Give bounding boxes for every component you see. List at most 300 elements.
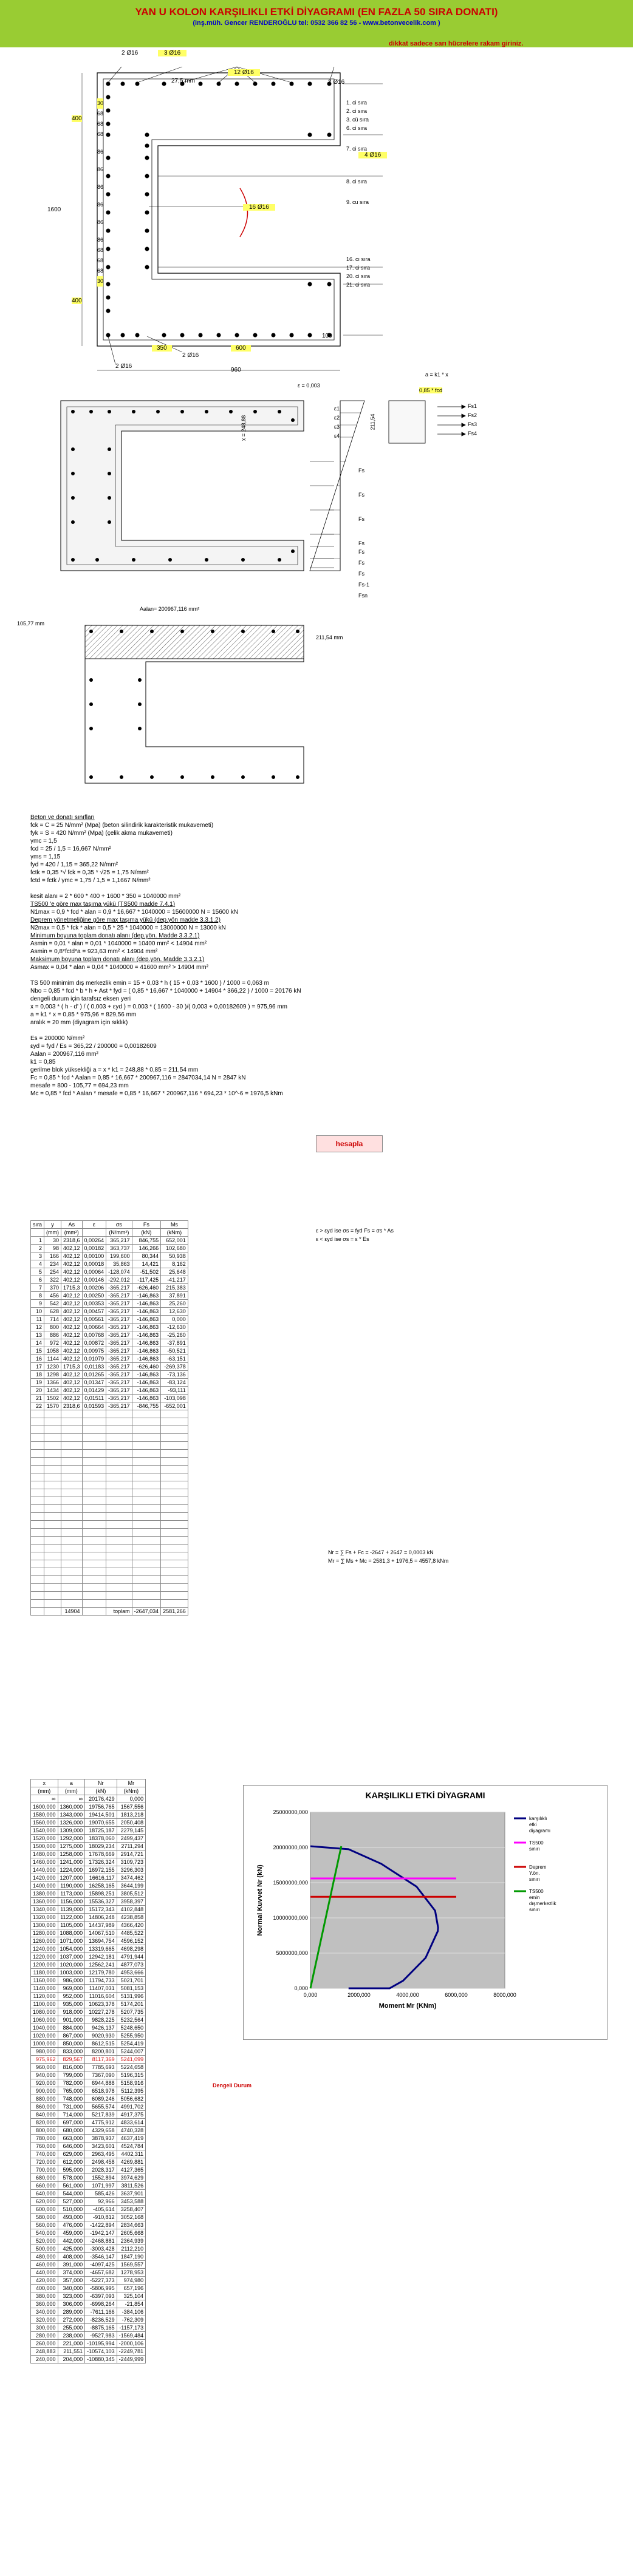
table-cell: 1552,894 [85,2174,117,2182]
chart-title: KARŞILIKLI ETKİ DİYAGRAMI [365,1790,485,1800]
table-cell: 1100,000 [31,2000,58,2008]
table-cell: 628 [44,1308,61,1316]
table-cell: 800,000 [31,2127,58,2135]
table-cell: 0,00457 [82,1308,106,1316]
table-cell: -2249,781 [117,2348,146,2356]
calc-line: Beton ve donatı sınıfları [30,814,95,821]
table-cell: 1060,000 [31,2016,58,2024]
table-cell: -365,217 [106,1363,132,1371]
table-cell: 1580,000 [31,1811,58,1819]
table-cell: -146,863 [132,1316,161,1324]
table-row [31,2024,146,2032]
row-label[interactable]: 30 [97,98,103,109]
table-cell: 3 [31,1252,44,1260]
table-cell: 0,000 [117,1795,146,1803]
y-tick-label: 15000000,000 [273,1880,308,1886]
table-cell: 272,000 [58,2316,85,2324]
dengeli-label: Dengeli Durum [213,2082,252,2088]
row-label: 68 [97,131,104,137]
table-cell: 300,000 [31,2324,58,2332]
table-row [31,2016,146,2024]
dim-bot-w3: 100 [322,333,332,339]
table-cell: 1105,000 [58,1922,85,1929]
table-cell: -1942,147 [85,2229,117,2237]
table-row [31,2174,146,2182]
table-cell: 1343,000 [58,1811,85,1819]
rebar-label-web[interactable]: 16 Ø16 [243,204,275,211]
table-cell: 1360,000 [58,1803,85,1811]
table-cell: 918,000 [58,2008,85,2016]
calc-line: γms = 1,15 [30,854,61,860]
table-row [31,1945,146,1953]
table-cell: 8612,515 [85,2040,117,2048]
table-cell: 2279,145 [117,1827,146,1835]
table-cell: -10195,994 [85,2340,117,2348]
calc-line: Deprem yönetmeliğine göre max taşıma yükü (dep.yön madde 3.3.1.2) [30,917,221,923]
table-row-empty [31,1552,188,1560]
table-cell: 365,217 [106,1237,132,1245]
table-cell: 221,000 [58,2340,85,2348]
table-cell: 740,000 [31,2150,58,2158]
table-row [31,2071,146,2079]
table-cell: 5655,574 [85,2103,117,2111]
table-cell [82,1608,106,1616]
table-cell: 940,000 [31,2071,58,2079]
x-tick-label: 2000,000 [347,1992,371,1998]
table-row [31,2229,146,2237]
table-cell: 820,000 [31,2119,58,2127]
table-row [31,1866,146,1874]
table-cell: 3974,629 [117,2174,146,2182]
table-cell: 0,00768 [82,1331,106,1339]
force-labels-bottom [358,546,369,601]
table-cell: 0,00561 [82,1316,106,1324]
table-cell: 700,000 [31,2166,58,2174]
table-cell: 16972,155 [85,1866,117,1874]
table-cell: 1160,000 [31,1977,58,1985]
table-cell: -146,863 [132,1395,161,1402]
table-cell: 1020,000 [58,1961,85,1969]
table-cell: 800 [44,1324,61,1331]
table-cell: 18029,234 [85,1843,117,1850]
table-cell: 2581,266 [161,1608,188,1616]
table-cell: 561,000 [58,2182,85,2190]
calc-line: Mc = 0,85 * fcd * Aalan * mesafe = 0,85 * 16,667 * 200967,116 * 694,23 * 10^-6 = 1976,5 kNm [30,1090,283,1097]
table-cell: 920,000 [31,2079,58,2087]
table-cell: 1260,000 [31,1937,58,1945]
cover-dim: 27,5 mm [171,78,195,84]
dim-bot-h[interactable]: 400 [72,297,82,304]
table-cell: 98 [44,1245,61,1252]
table-cell: 4 [31,1260,44,1268]
table-header: sıra [31,1221,44,1229]
table-cell: 900,000 [31,2087,58,2095]
table-header: Nr [85,1779,117,1787]
table-row [31,1977,146,1985]
table-cell: 7 [31,1284,44,1292]
table-cell: 8 [31,1292,44,1300]
table-cell: 5232,564 [117,2016,146,2024]
calc-line: a = k1 * x = 0,85 * 975,96 = 829,56 mm [30,1011,137,1018]
y-tick-label: 20000000,000 [273,1844,308,1850]
table-cell: -63,151 [161,1355,188,1363]
table-cell: 20 [31,1387,44,1395]
table-cell: -8875,165 [85,2324,117,2332]
table-row [31,1379,188,1387]
calculate-button[interactable]: hesapla [316,1135,383,1152]
table-cell: -1422,894 [85,2221,117,2229]
page-subtitle: (inş.müh. Gencer RENDEROĞLU tel: 0532 366 82 56 - www.betonvecelik.com ) [193,19,440,27]
table-cell: -146,863 [132,1308,161,1316]
table-cell: 4127,365 [117,2166,146,2174]
table-cell: 680,000 [31,2174,58,2182]
calc-line: Aalan = 200967,116 mm² [30,1051,98,1058]
table-cell: 1480,000 [31,1850,58,1858]
table-row [31,1803,146,1811]
row-label: 68 [97,121,104,127]
table-cell: 5021,701 [117,1977,146,1985]
rule-note: ε < εyd ise σs = ε * Es [316,1236,369,1242]
table-cell: 402,12 [61,1347,83,1355]
table-cell: 460,000 [31,2261,58,2269]
table-row [31,1914,146,1922]
y-tick-label: 25000000,000 [273,1809,308,1815]
row-labels-right [346,98,371,289]
table-cell: 833,000 [58,2048,85,2056]
table-cell: -269,378 [161,1363,188,1371]
table-cell: 4238,858 [117,1914,146,1922]
table-row [31,1811,146,1819]
calc-line: Nbo = 0,85 * fcd * b * h + Ast * fyd = ( 0,85 * 16,667 * 1040000 + 14904 * 366,22 ) / 1000 = 20176 kN [30,988,301,994]
strain-label: ε3 [334,424,340,430]
table-cell: 5244,007 [117,2048,146,2056]
table-cell: 102,680 [161,1245,188,1252]
legend-label: TS500 [529,1889,544,1894]
table-cell: 799,000 [58,2071,85,2079]
table-cell: 612,000 [58,2158,85,2166]
table-cell: 1298 [44,1371,61,1379]
table-cell: 3109,723 [117,1858,146,1866]
table-row-empty [31,1521,188,1529]
table-cell: 12 [31,1324,44,1331]
calc-line: mesafe = 800 - 105,77 = 694,23 mm [30,1082,129,1089]
table-cell: 1600,000 [31,1803,58,1811]
table-row [31,2190,146,2198]
table-cell: 4102,848 [117,1906,146,1914]
table-cell: 960,000 [31,2064,58,2071]
table-cell: 1224,000 [58,1866,85,1874]
table-row [31,1969,146,1977]
table-row [31,2087,146,2095]
table-cell: 402,12 [61,1292,83,1300]
table-cell: 1173,000 [58,1890,85,1898]
table-cell: 1567,556 [117,1803,146,1811]
table-row [31,2135,146,2143]
table-cell: -652,001 [161,1402,188,1410]
table-cell: 0,00064 [82,1268,106,1276]
table-cell: -128,074 [106,1268,132,1276]
table-cell: 425,000 [58,2245,85,2253]
table-cell: -146,863 [132,1379,161,1387]
table-cell: 0,00018 [82,1260,106,1268]
table-cell: 440,000 [31,2269,58,2277]
calc-line: fctk = 0,35 *√ fck = 0,35 * √25 = 1,75 N/mm² [30,869,149,876]
calc-line: Maksimum boyuna toplam donatı alanı (dep.yön. Madde 3.3.2.1) [30,956,205,963]
table-row [31,1882,146,1890]
table-cell: 780,000 [31,2135,58,2143]
rebar-label-top-main[interactable]: 12 Ø16 [228,69,260,76]
legend-label: diyagramı [529,1828,551,1833]
table-row [31,1795,146,1803]
table-cell: -4097,425 [85,2261,117,2269]
dim-bot-w1[interactable]: 350 [152,345,172,352]
table-cell: 9828,225 [85,2016,117,2024]
table-cell: 12562,241 [85,1961,117,1969]
table-cell: 578,000 [58,2174,85,2182]
table-cell: 234 [44,1260,61,1268]
table-cell: 0,01593 [82,1402,106,1410]
table-row-empty [31,1600,188,1608]
table-row [31,2245,146,2253]
table-cell: 974,980 [117,2277,146,2285]
table-cell: 370 [44,1284,61,1292]
table-header: x [31,1779,58,1787]
table-cell: 1207,000 [58,1874,85,1882]
table-cell: 5241,099 [117,2056,146,2064]
table-row [31,2206,146,2214]
row-label: 68 [97,110,104,117]
row-label[interactable]: 30 [97,276,103,287]
table-header: As [61,1221,83,1229]
table-header: a [58,1779,85,1787]
rebar-label-bot: 2 Ø16 [182,352,199,359]
table-cell: -146,863 [132,1355,161,1363]
table-cell: -146,863 [132,1347,161,1355]
table-cell: 37,891 [161,1292,188,1300]
table-cell: 3474,462 [117,1874,146,1882]
table-row-empty [31,1442,188,1450]
table-row-empty [31,1584,188,1592]
table-cell: 1140,000 [31,1985,58,1993]
table-cell: 2711,294 [117,1843,146,1850]
table-cell: 4991,702 [117,2103,146,2111]
table-cell: 1144 [44,1355,61,1363]
table-cell: 1080,000 [31,2008,58,2016]
row-label-right: 16. cı sıra [346,256,371,262]
x-tick-label: 4000,000 [396,1992,419,1998]
table-row [31,2332,146,2340]
dim-105: 105,77 mm [17,620,45,627]
table-row [31,2103,146,2111]
table-cell: 969,000 [58,1985,85,1993]
table-cell: 1230 [44,1363,61,1371]
force-label: Fs2 [468,412,477,418]
table-cell: 12942,181 [85,1953,117,1961]
table-cell: 402,12 [61,1355,83,1363]
table-cell: -762,309 [117,2316,146,2324]
table-row [31,2269,146,2277]
interaction-table-wrap [30,1779,146,2364]
row-label-right: 6. ci sıra [346,125,368,131]
table-cell: -1157,173 [117,2324,146,2332]
table-cell: 211,551 [58,2348,85,2356]
calc-line: εyd = fyd / Es = 365,22 / 200000 = 0,00182609 [30,1043,157,1050]
table-cell: 320,000 [31,2316,58,2324]
row-label-right: 7. ci sıra [346,146,368,152]
table-cell: 289,000 [58,2308,85,2316]
calc-line: Asmax = 0,04 * alan = 0,04 * 1040000 = 41600 mm² > 14904 mm² [30,964,208,971]
table-cell: 5248,650 [117,2024,146,2032]
table-cell: -10574,103 [85,2348,117,2356]
table-cell: 13694,754 [85,1937,117,1945]
legend-label: sınırı [529,1907,540,1912]
table-cell: 1139,000 [58,1906,85,1914]
calc-line: Asmin = 0,01 * alan = 0,01 * 1040000 = 10400 mm² < 14904 mm² [30,940,207,947]
table-cell: 14806,248 [85,1914,117,1922]
table-cell: 238,000 [58,2332,85,2340]
table-cell: 600,000 [31,2206,58,2214]
table-cell: 2364,939 [117,2237,146,2245]
table-cell: -146,863 [132,1339,161,1347]
calc-line: k1 = 0,85 [30,1059,56,1065]
table-cell: 323,000 [58,2292,85,2300]
table-cell: 5056,682 [117,2095,146,2103]
table-cell: 4917,375 [117,2111,146,2119]
table-row [31,1961,146,1969]
table-cell: 4637,419 [117,2135,146,2143]
table-row [31,2214,146,2221]
table-cell: 166 [44,1252,61,1260]
rebar-label-bot-left: 2 Ø16 [115,363,132,370]
table-row [31,2166,146,2174]
table-cell: 80,344 [132,1252,161,1260]
table-cell: 829,567 [58,2056,85,2064]
table-row [31,1276,188,1284]
table-cell: 12,630 [161,1308,188,1316]
table-row [31,1874,146,1882]
table-cell: 1380,000 [31,1890,58,1898]
table-row [31,2221,146,2229]
table-row [31,2008,146,2016]
table-cell: 5112,395 [117,2087,146,2095]
table-cell: 92,966 [85,2198,117,2206]
calc-line: aralık = 20 mm (diyagram için sıklık) [30,1019,128,1026]
table-cell: 782,000 [58,2079,85,2087]
force-label: Fs [358,560,364,566]
rebar-label-top-mid[interactable]: 3 Ø16 [158,50,186,56]
table-cell: 2050,408 [117,1819,146,1827]
table-cell [31,1608,44,1616]
table-cell: 850,000 [58,2040,85,2048]
table-header: Ms [161,1221,188,1229]
table-cell: 3811,526 [117,2182,146,2190]
row-label: 86 [97,184,104,190]
table-cell: 2498,458 [85,2158,117,2166]
table-cell: 886 [44,1331,61,1339]
table-cell: 5081,153 [117,1985,146,1993]
table-cell: 146,266 [132,1245,161,1252]
table-cell: -9527,983 [85,2332,117,2340]
table-cell: 456 [44,1292,61,1300]
table-unit: (kN) [85,1787,117,1795]
table-cell: 402,12 [61,1395,83,1402]
table-row-empty [31,1473,188,1481]
table-cell: 585,426 [85,2190,117,2198]
row-label: 68 [97,247,104,253]
table-cell: 714,000 [58,2111,85,2119]
table-cell: 50,938 [161,1252,188,1260]
calc-line: fctd = fctk / γmc = 1,75 / 1,5 = 1,1667 N/mm² [30,877,151,884]
table-row-empty [31,1450,188,1458]
force-label: Fs4 [468,430,477,437]
compression-area [73,613,328,795]
table-cell: 2 [31,1245,44,1252]
table-cell: -2449,999 [117,2356,146,2364]
table-row-empty [31,1458,188,1466]
table-row-empty [31,1576,188,1584]
table-cell: -3003,428 [85,2245,117,2253]
table-cell: 0,01183 [82,1363,106,1371]
table-cell: 1340,000 [31,1906,58,1914]
table-cell: 620,000 [31,2198,58,2206]
table-cell: 402,12 [61,1331,83,1339]
table-cell: 15536,327 [85,1898,117,1906]
table-cell: -365,217 [106,1292,132,1300]
table-cell: -4657,682 [85,2269,117,2277]
dim-mid-h: 1600 [47,206,61,213]
table-row [31,2348,146,2356]
table-cell: 520,000 [31,2237,58,2245]
dim-bot-w2[interactable]: 600 [231,345,251,352]
table-cell: -3546,147 [85,2253,117,2261]
rebar-label-right: 2 Ø16 [328,79,345,86]
table-cell: 1309,000 [58,1827,85,1835]
table-cell: 420,000 [31,2277,58,2285]
calc-line: TS500 'e göre max taşıma yükü (TS500 madde 7.4.1) [30,901,176,908]
table-row [31,1252,188,1260]
table-cell: 527,000 [58,2198,85,2206]
table-cell: -365,217 [106,1379,132,1387]
table-total-row [31,1608,188,1616]
table-cell: 22 [31,1402,44,1410]
table-cell: 254 [44,1268,61,1276]
table-cell [44,1608,61,1616]
table-cell: 0,01265 [82,1371,106,1379]
table-row [31,1292,188,1300]
table-cell: 1058 [44,1347,61,1355]
table-cell: 402,12 [61,1371,83,1379]
table-cell: 2914,721 [117,1850,146,1858]
table-cell: 17 [31,1363,44,1371]
rebar-label-mid[interactable]: 4 Ø16 [358,152,387,158]
equilibrium-line: Mr = ∑ Ms + Mc = 2581,3 + 1976,5 = 4557,8 kNm [328,1558,449,1564]
table-row-empty [31,1513,188,1521]
aalan-label: Aalan= 200967,116 mm² [140,606,200,612]
table-cell: 1240,000 [31,1945,58,1953]
table-row [31,1300,188,1308]
table-unit: (mm) [44,1229,61,1237]
table-cell: 3637,901 [117,2190,146,2198]
strain-labels [334,404,340,441]
interaction-table [30,1779,146,2364]
table-cell: 18725,187 [85,1827,117,1835]
table-row [31,2300,146,2308]
table-row [31,1843,146,1850]
table-row [31,2316,146,2324]
dim-top-h[interactable]: 400 [72,115,82,122]
table-cell: 15 [31,1347,44,1355]
legend-label: sınırı [529,1846,540,1852]
